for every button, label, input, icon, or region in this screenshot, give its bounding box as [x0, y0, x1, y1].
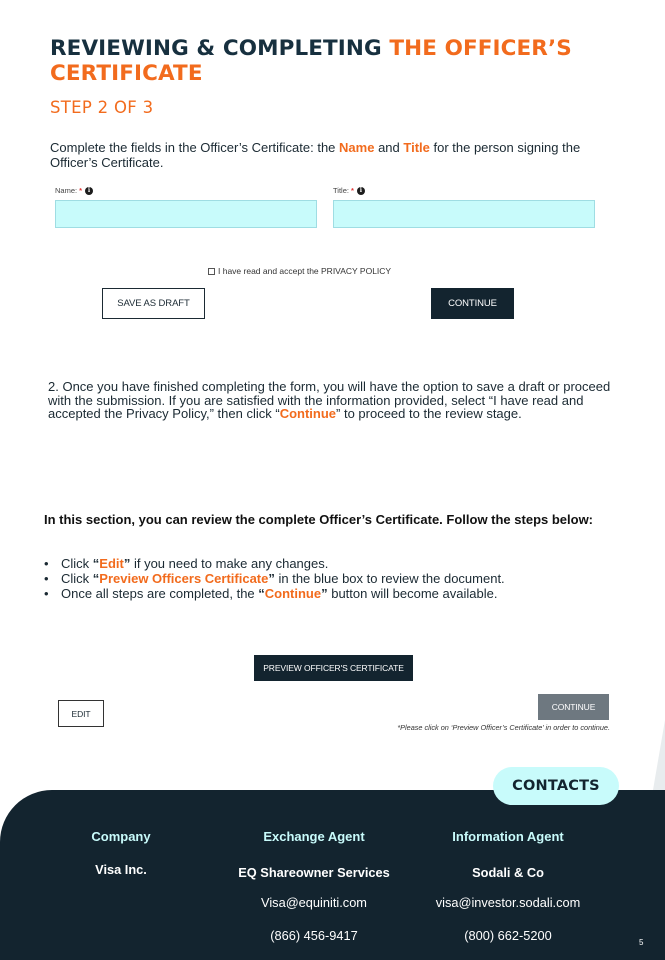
step-two-text: ” to proceed to the review stage. — [336, 406, 522, 422]
title-main: REVIEWING & COMPLETING — [50, 36, 390, 61]
step-two-text: 2. Once you have finished completing the form, you will have the option to save a draft or proceed with the submission. If you are satisfied with the information provided, select “I have read and accepted the Privacy Policy,” then click “ — [48, 379, 611, 422]
review-section-heading: In this section, you can review the complete Officer’s Certificate. Follow the steps below: — [44, 512, 594, 527]
bullet-text: Click — [61, 556, 93, 571]
step-indicator: STEP 2 OF 3 — [50, 98, 154, 117]
continue-highlight: Continue — [279, 406, 337, 422]
privacy-checkbox[interactable] — [208, 268, 215, 275]
information-agent-heading: Information Agent — [452, 829, 564, 844]
exchange-agent-name: EQ Shareowner Services — [238, 865, 390, 880]
quote-mark: “ — [92, 571, 100, 586]
intro-title-highlight: Title — [403, 140, 430, 155]
intro-paragraph — [50, 140, 615, 170]
quote-mark: ” — [268, 571, 275, 586]
list-item — [44, 556, 624, 571]
exchange-agent-phone: (866) 456-9417 — [270, 928, 358, 943]
information-agent-phone: (800) 662-5200 — [464, 928, 552, 943]
continue-note: *Please click on ‘Preview Officer’s Certificate’ in order to continue. — [397, 723, 610, 732]
information-agent-name: Sodali & Co — [472, 865, 544, 880]
page-title — [50, 36, 630, 86]
review-steps-list — [44, 556, 624, 601]
page-number: 5 — [639, 938, 644, 947]
quote-mark: “ — [258, 586, 265, 601]
continue-button[interactable]: CONTINUE — [431, 288, 514, 319]
name-label-text: Name: — [55, 186, 78, 195]
title-accent-line2: CERTIFICATE — [50, 61, 203, 86]
step-two-paragraph — [48, 380, 616, 421]
required-mark: * — [350, 186, 354, 195]
quote-mark: ” — [123, 556, 131, 571]
title-accent-line1: THE OFFICER’S — [389, 36, 572, 61]
title-input[interactable] — [333, 200, 595, 228]
save-as-draft-button[interactable]: SAVE AS DRAFT — [102, 288, 205, 319]
intro-text: for the person signing the Officer’s Certificate. — [50, 140, 581, 170]
intro-name-highlight: Name — [339, 140, 375, 155]
edit-button[interactable]: EDIT — [58, 700, 104, 727]
preview-officers-certificate-button[interactable]: PREVIEW OFFICER'S CERTIFICATE — [254, 655, 413, 681]
bullet-text: in the blue box to review the document. — [274, 571, 505, 586]
info-icon[interactable]: i — [85, 187, 93, 195]
list-item — [44, 571, 624, 586]
quote-mark: ” — [321, 586, 328, 601]
bullet-text: Click — [61, 571, 93, 586]
name-field-label — [55, 186, 93, 195]
intro-text: and — [374, 140, 404, 155]
company-heading: Company — [91, 829, 151, 844]
title-field-label — [333, 186, 365, 195]
contacts-badge: CONTACTS — [493, 767, 619, 805]
name-input[interactable] — [55, 200, 317, 228]
information-agent-email[interactable]: visa@investor.sodali.com — [435, 895, 581, 910]
exchange-agent-email[interactable]: Visa@equiniti.com — [261, 895, 367, 910]
exchange-agent-heading: Exchange Agent — [263, 829, 365, 844]
info-icon[interactable]: i — [357, 187, 365, 195]
privacy-policy-checkbox-row[interactable] — [208, 266, 391, 276]
required-mark: * — [79, 186, 83, 195]
continue-button-disabled[interactable]: CONTINUE — [538, 694, 609, 720]
bullet-text: button will become available. — [327, 586, 498, 601]
decorative-stripe — [653, 720, 665, 790]
bullet-highlight: Edit — [99, 556, 124, 571]
bullet-highlight: Preview Officers Certificate — [99, 571, 269, 586]
list-item — [44, 586, 624, 601]
bullet-highlight: Continue — [264, 586, 322, 601]
title-label-text: Title: — [333, 186, 349, 195]
intro-text: Complete the fields in the Officer’s Certificate: the — [50, 140, 340, 155]
bullet-text: Once all steps are completed, the — [61, 586, 259, 601]
bullet-text: if you need to make any changes. — [130, 556, 329, 571]
company-name: Visa Inc. — [95, 862, 147, 877]
privacy-checkbox-label: I have read and accept the PRIVACY POLICY — [218, 266, 392, 276]
quote-mark: “ — [92, 556, 100, 571]
